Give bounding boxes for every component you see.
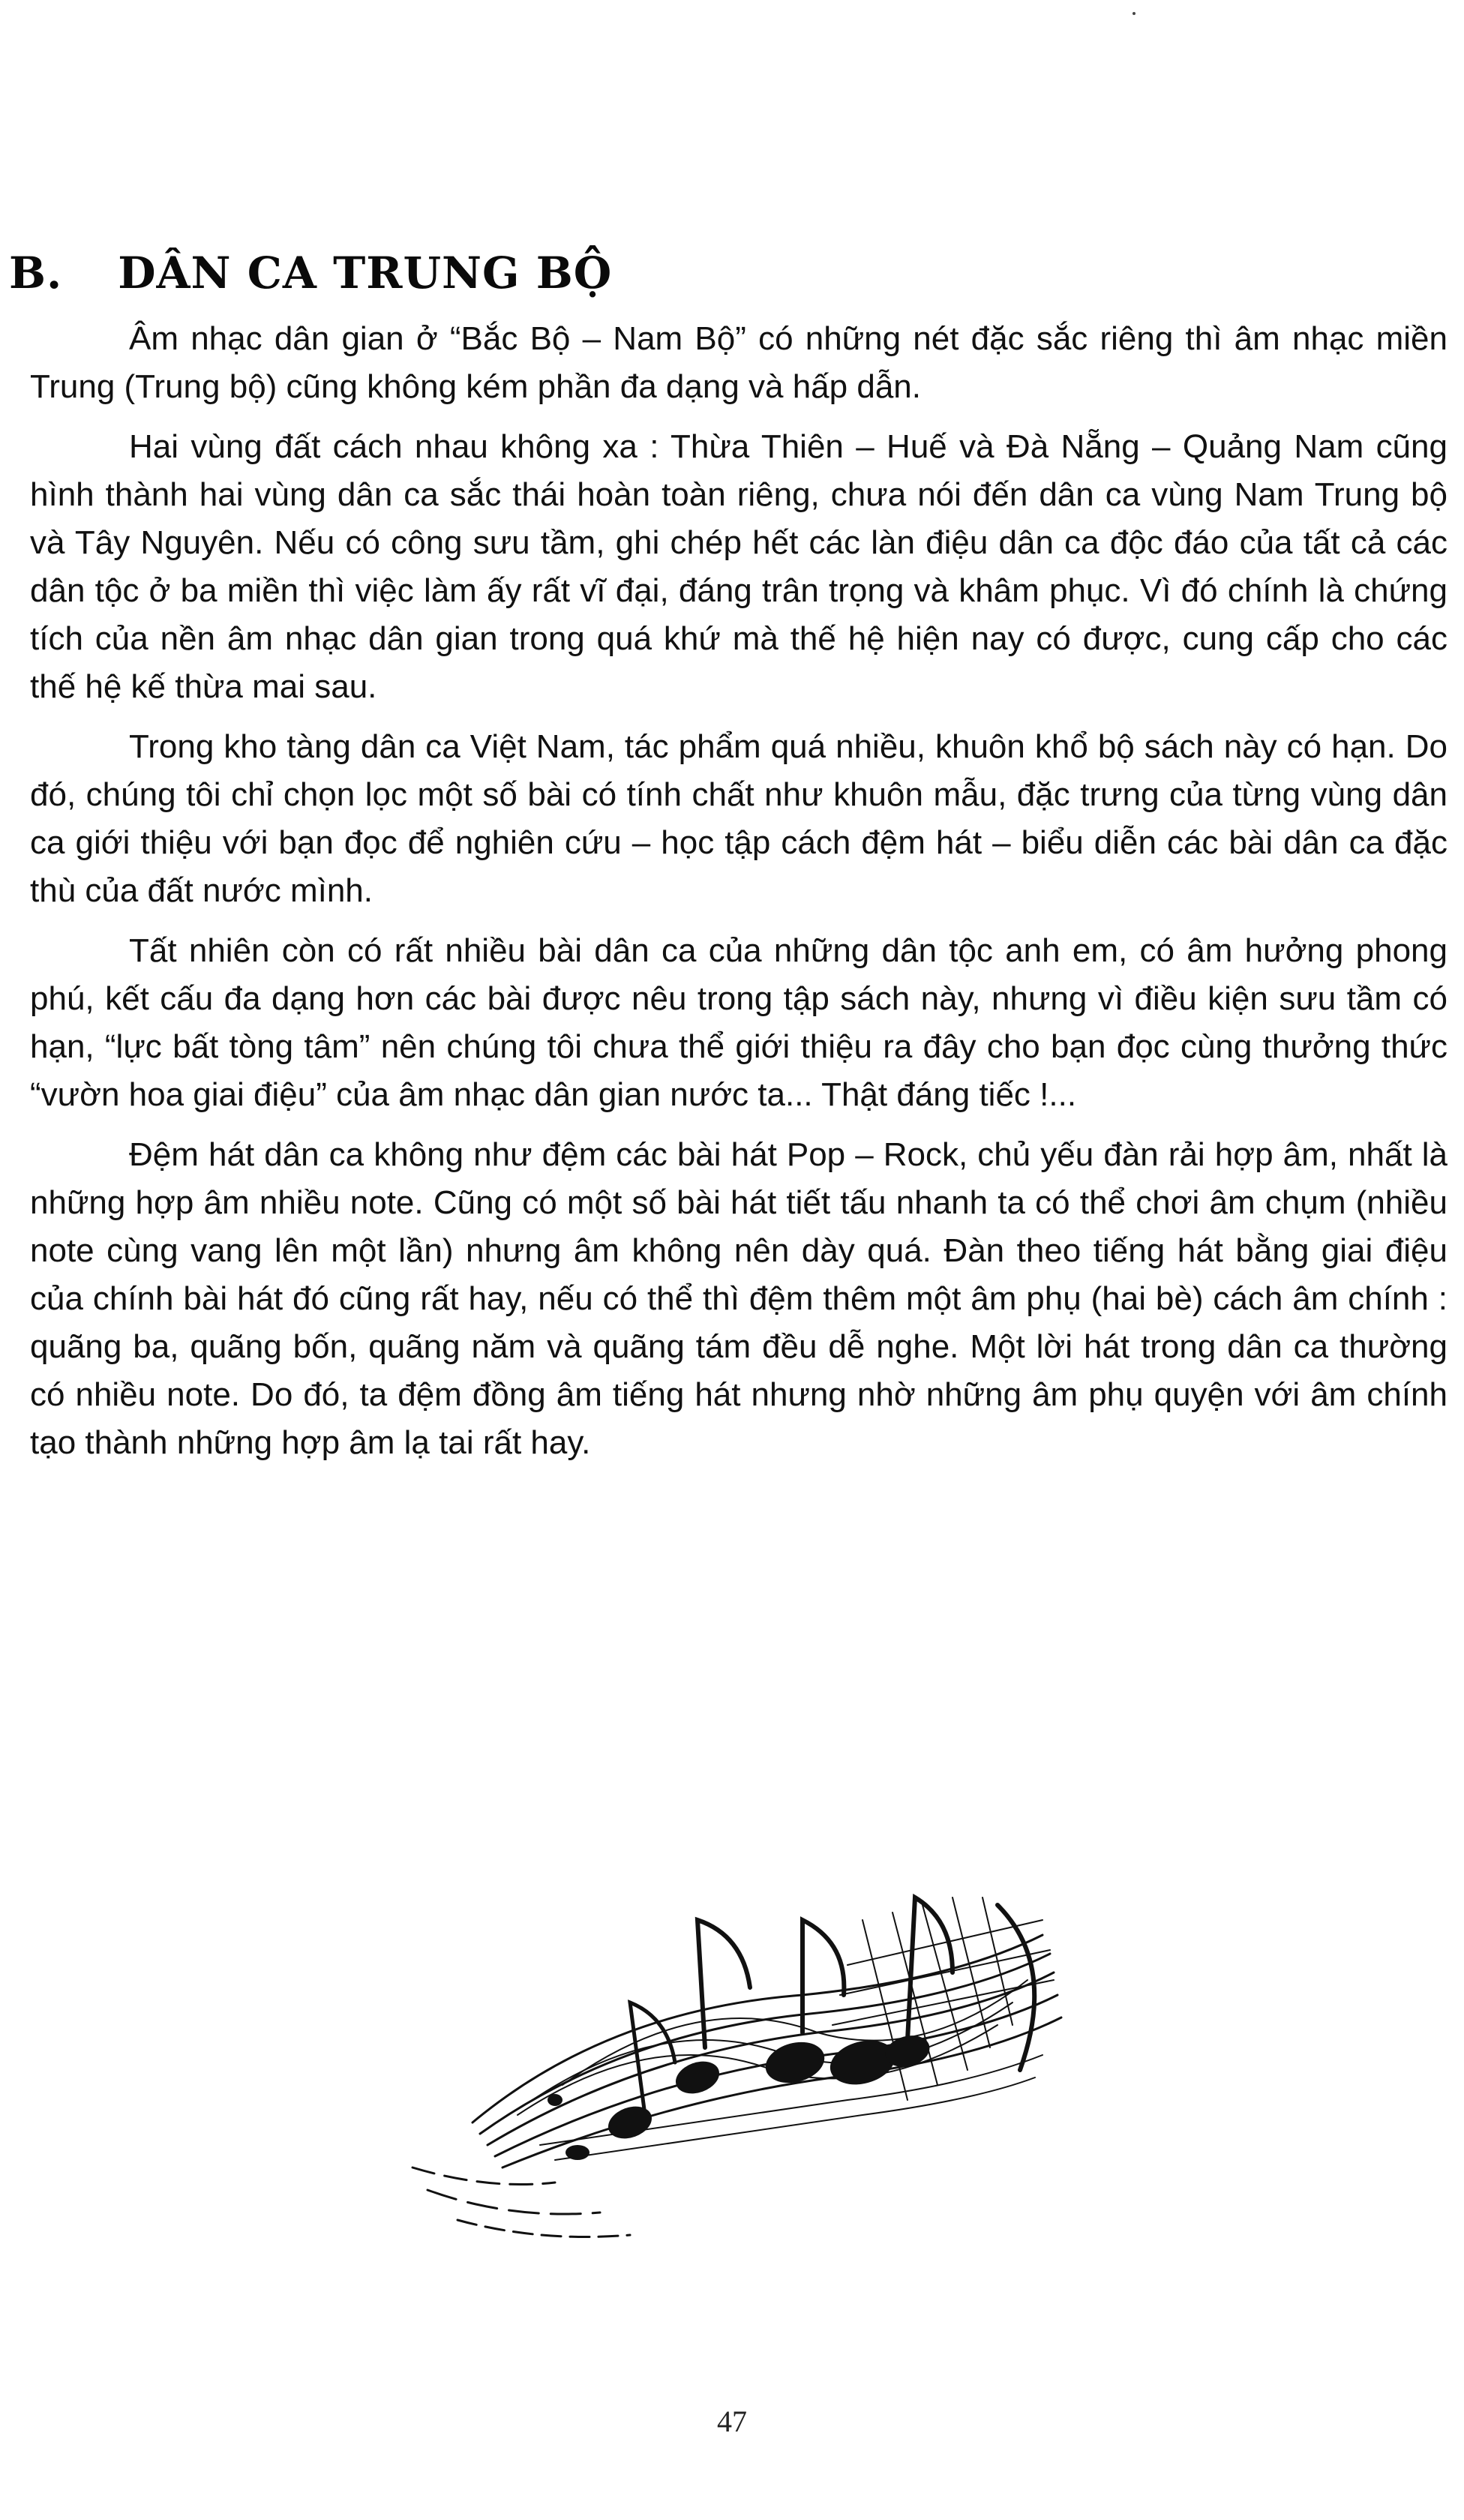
- paragraph-3: Trong kho tàng dân ca Việt Nam, tác phẩm quá nhiều, khuôn khổ bộ sách này có hạn. Do đó, chúng tôi chỉ chọn lọc một số bài có tính chất như khuôn mẫu, đặc trưng của từng vùng dân ca giới thiệu với bạn đọc để nghiên cứu – học tập cách đệm hát – biểu diễn các bài dân ca đặc thù của đất nước mình.: [30, 728, 1448, 909]
- section-letter: B.: [9, 248, 63, 298]
- paragraph-5: Đệm hát dân ca không như đệm các bài hát Pop – Rock, chủ yếu đàn rải hợp âm, nhất là những hợp âm nhiều note. Cũng có một số bài hát tiết tấu nhanh ta có thể chơi âm chụm (nhiều note cùng vang lên một lần) nhưng âm không nên dày quá. Đàn theo tiếng hát bằng giai điệu của chính bài hát đó cũng rất hay, nếu có thể thì đệm thêm một âm phụ (hai bè) cách âm chính : quãng ba, quãng bốn, quãng năm và quãng tám đều dễ nghe. Một lời hát trong dân ca thường có nhiều note. Do đó, ta đệm đồng âm tiếng hát nhưng nhờ những âm phụ quyện với âm chính tạo thành những hợp âm lạ tai rất hay.: [30, 1136, 1448, 1461]
- paragraph-1: Âm nhạc dân gian ở “Bắc Bộ – Nam Bộ” có những nét đặc sắc riêng thì âm nhạc miền Trung (Trung bộ) cũng không kém phần đa dạng và hấp dẫn.: [30, 320, 1448, 405]
- paragraph-2: Hai vùng đất cách nhau không xa : Thừa Thiên – Huế và Đà Nẵng – Quảng Nam cũng hình thành hai vùng dân ca sắc thái hoàn toàn riêng, chưa nói đến dân ca vùng Nam Trung bộ và Tây Nguyên. Nếu có công sưu tầm, ghi chép hết các làn điệu dân ca độc đáo của tất cả các dân tộc ở ba miền thì việc làm ấy rất vĩ đại, đáng trân trọng và khâm phục. Vì đó chính là chứng tích của nền âm nhạc dân gian trong quá khứ mà thế hệ hiện nay có được, cung cấp cho các thế hệ kế thừa mai sau.: [30, 428, 1448, 705]
- scan-speck: [1132, 12, 1136, 15]
- music-notes-swirl-icon: [382, 1875, 1102, 2295]
- paragraph-4: Tất nhiên còn có rất nhiều bài dân ca của những dân tộc anh em, có âm hưởng phong phú, kết cấu đa dạng hơn các bài được nêu trong tập sách này, nhưng vì điều kiện sưu tầm có hạn, “lực bất tòng tâm” nên chúng tôi chưa thể giới thiệu ra đây cho bạn đọc cùng thưởng thức “vườn hoa giai điệu” của âm nhạc dân gian nước ta... Thật đáng tiếc !...: [30, 932, 1448, 1113]
- body-text: [30, 315, 1448, 1479]
- section-heading: [9, 248, 612, 298]
- section-title: DÂN CA TRUNG BỘ: [118, 248, 613, 298]
- page-number: 47: [717, 2404, 747, 2438]
